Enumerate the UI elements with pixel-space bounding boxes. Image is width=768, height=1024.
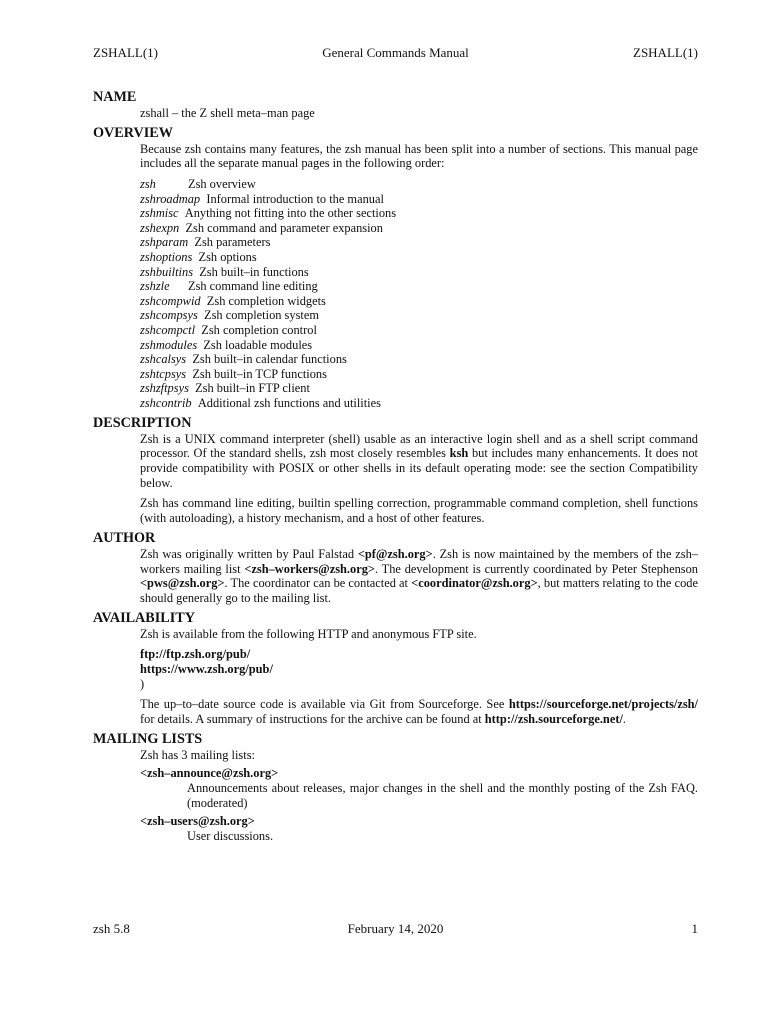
mailing-list-address[interactable]: <zsh–announce@zsh.org> bbox=[140, 766, 279, 781]
manual-page-entry bbox=[140, 265, 698, 280]
manual-page-list bbox=[140, 177, 698, 411]
header-center: General Commands Manual bbox=[322, 45, 469, 60]
manual-page-name: zshzle bbox=[140, 279, 170, 294]
manual-page-entry bbox=[140, 250, 698, 265]
section-availability bbox=[93, 610, 698, 727]
manual-page-entry bbox=[140, 323, 698, 338]
sourceforge-link[interactable]: https://sourceforge.net/projects/zsh/ bbox=[508, 697, 698, 712]
man-page-body bbox=[93, 89, 698, 844]
footer-left: zsh 5.8 bbox=[93, 921, 130, 936]
manual-page-name: zshcalsys bbox=[140, 352, 187, 367]
manual-page-entry bbox=[140, 352, 698, 367]
manual-page-desc: Additional zsh functions and utilities bbox=[197, 396, 381, 411]
section-mailing-lists bbox=[93, 731, 698, 844]
manual-page-name: zshcontrib bbox=[140, 396, 192, 411]
footer-right: 1 bbox=[691, 921, 698, 936]
manual-page-desc: Zsh completion control bbox=[201, 323, 317, 338]
page-header bbox=[93, 46, 698, 62]
manual-page-entry bbox=[140, 206, 698, 221]
section-heading: NAME bbox=[93, 89, 137, 105]
closing-paren: ) bbox=[140, 676, 145, 691]
description-paragraph: Zsh is a UNIX command interpreter (shell) usable as an interactive login shell and as a shell script command processor. Of the standard shells, zsh most closely resembles ksh but includes many enhancements. It does not provide compatibility with POSIX or other shells in its default operating mode: see the section Compatibility below. bbox=[140, 431, 698, 490]
manual-page-entry bbox=[140, 279, 698, 294]
manual-page-desc: Zsh options bbox=[198, 250, 257, 265]
section-heading: AVAILABILITY bbox=[93, 609, 195, 626]
manual-page-entry bbox=[140, 396, 698, 411]
manual-page-desc: Zsh command line editing bbox=[188, 279, 318, 294]
mailing-list-item bbox=[140, 766, 698, 810]
mailing-list-item bbox=[140, 814, 698, 843]
manual-page-desc: Zsh built–in calendar functions bbox=[192, 352, 347, 367]
header-left: ZSHALL(1) bbox=[93, 45, 158, 60]
manual-page-entry bbox=[140, 235, 698, 250]
section-heading: DESCRIPTION bbox=[93, 414, 192, 431]
page-footer bbox=[93, 922, 698, 938]
mailing-list-desc: User discussions. bbox=[187, 829, 274, 844]
manual-page-desc: Informal introduction to the manual bbox=[206, 191, 384, 206]
section-name bbox=[93, 89, 698, 121]
manual-page-name: zshroadmap bbox=[140, 191, 201, 206]
email-link[interactable]: <pws@zsh.org> bbox=[140, 576, 225, 591]
manual-page-entry bbox=[140, 308, 698, 323]
manual-page-desc: Zsh overview bbox=[188, 177, 256, 192]
manual-page-name: zshoptions bbox=[140, 250, 193, 265]
manual-page-name: zshparam bbox=[140, 235, 189, 250]
mailing-list-desc: Announcements about releases, major changes in the shell and the monthly posting of the Zsh FAQ. (moderated) bbox=[187, 780, 698, 810]
manual-page-name: zshtcpsys bbox=[140, 366, 187, 381]
mailing-intro: Zsh has 3 mailing lists: bbox=[140, 747, 255, 762]
availability-intro: Zsh is available from the following HTTP and anonymous FTP site. bbox=[140, 626, 477, 641]
manual-page-entry bbox=[140, 338, 698, 353]
manual-page-name: zshexpn bbox=[140, 220, 180, 235]
manual-page-entry bbox=[140, 221, 698, 236]
manual-page-entry bbox=[140, 177, 698, 192]
manual-page-desc: Zsh command and parameter expansion bbox=[185, 220, 383, 235]
manual-page-desc: Zsh built–in TCP functions bbox=[192, 366, 327, 381]
zsh-sourceforge-link[interactable]: http://zsh.sourceforge.net/ bbox=[484, 711, 623, 726]
manual-page-entry bbox=[140, 294, 698, 309]
email-link[interactable]: <pf@zsh.org> bbox=[357, 546, 433, 561]
section-overview bbox=[93, 125, 698, 411]
header-right: ZSHALL(1) bbox=[633, 45, 698, 60]
section-author bbox=[93, 530, 698, 606]
section-description bbox=[93, 415, 698, 526]
description-paragraph: Zsh has command line editing, builtin spelling correction, programmable command completion, shell functions (with autoloading), a history mechanism, and a host of other features. bbox=[140, 496, 698, 526]
manual-page-name: zshmodules bbox=[140, 337, 198, 352]
manual-page-desc: Zsh built–in FTP client bbox=[195, 381, 310, 396]
manual-page-name: zshzftpsys bbox=[140, 381, 189, 396]
manual-page-desc: Anything not fitting into the other sections bbox=[184, 206, 397, 221]
section-heading: MAILING LISTS bbox=[93, 730, 203, 747]
author-paragraph: Zsh was originally written by Paul Falstad <pf@zsh.org>. Zsh is now maintained by the members of the zsh–workers mailing list <zsh–workers@zsh.org>. The development is currently coordinated by Peter Stephenson <pws@zsh.org>. The coordinator can be contacted at <coordinator@zsh.org>, but matters relating to the code should generally go to the mailing list. bbox=[140, 546, 698, 605]
manual-page-entry bbox=[140, 381, 698, 396]
manual-page-name: zshcompsys bbox=[140, 308, 198, 323]
section-heading: AUTHOR bbox=[93, 529, 156, 546]
email-link[interactable]: <zsh–workers@zsh.org> bbox=[244, 561, 375, 576]
email-link[interactable]: <coordinator@zsh.org> bbox=[411, 576, 538, 591]
footer-center: February 14, 2020 bbox=[347, 921, 444, 936]
manual-page-desc: Zsh parameters bbox=[194, 235, 271, 250]
manual-page-name: zsh bbox=[140, 177, 156, 192]
name-text: zshall – the Z shell meta–man page bbox=[140, 106, 315, 120]
manual-page-desc: Zsh built–in functions bbox=[199, 264, 309, 279]
manual-page-name: zshmisc bbox=[140, 206, 179, 221]
manual-page-name: zshbuiltins bbox=[140, 264, 194, 279]
ftp-link[interactable]: ftp://ftp.zsh.org/pub/ bbox=[140, 647, 251, 662]
mailing-list-address[interactable]: <zsh–users@zsh.org> bbox=[140, 814, 255, 829]
section-heading: OVERVIEW bbox=[93, 124, 173, 141]
manual-page-entry bbox=[140, 367, 698, 382]
manual-page-name: zshcompctl bbox=[140, 323, 196, 338]
https-link[interactable]: https://www.zsh.org/pub/ bbox=[140, 661, 273, 676]
manual-page-desc: Zsh completion widgets bbox=[206, 293, 326, 308]
manual-page-desc: Zsh completion system bbox=[204, 308, 319, 323]
availability-paragraph: The up–to–date source code is available via Git from Sourceforge. See https://sourceforge.net/projects/zsh/ for details. A summary of instructions for the archive can be found at http://zsh.sourceforge.net/. bbox=[140, 697, 698, 726]
manual-page-name: zshcompwid bbox=[140, 293, 201, 308]
overview-intro: Because zsh contains many features, the zsh manual has been split into a number of sections. This manual page includes all the separate manual pages in the following order: bbox=[140, 141, 698, 171]
manual-page-entry bbox=[140, 192, 698, 207]
manual-page-desc: Zsh loadable modules bbox=[203, 337, 313, 352]
